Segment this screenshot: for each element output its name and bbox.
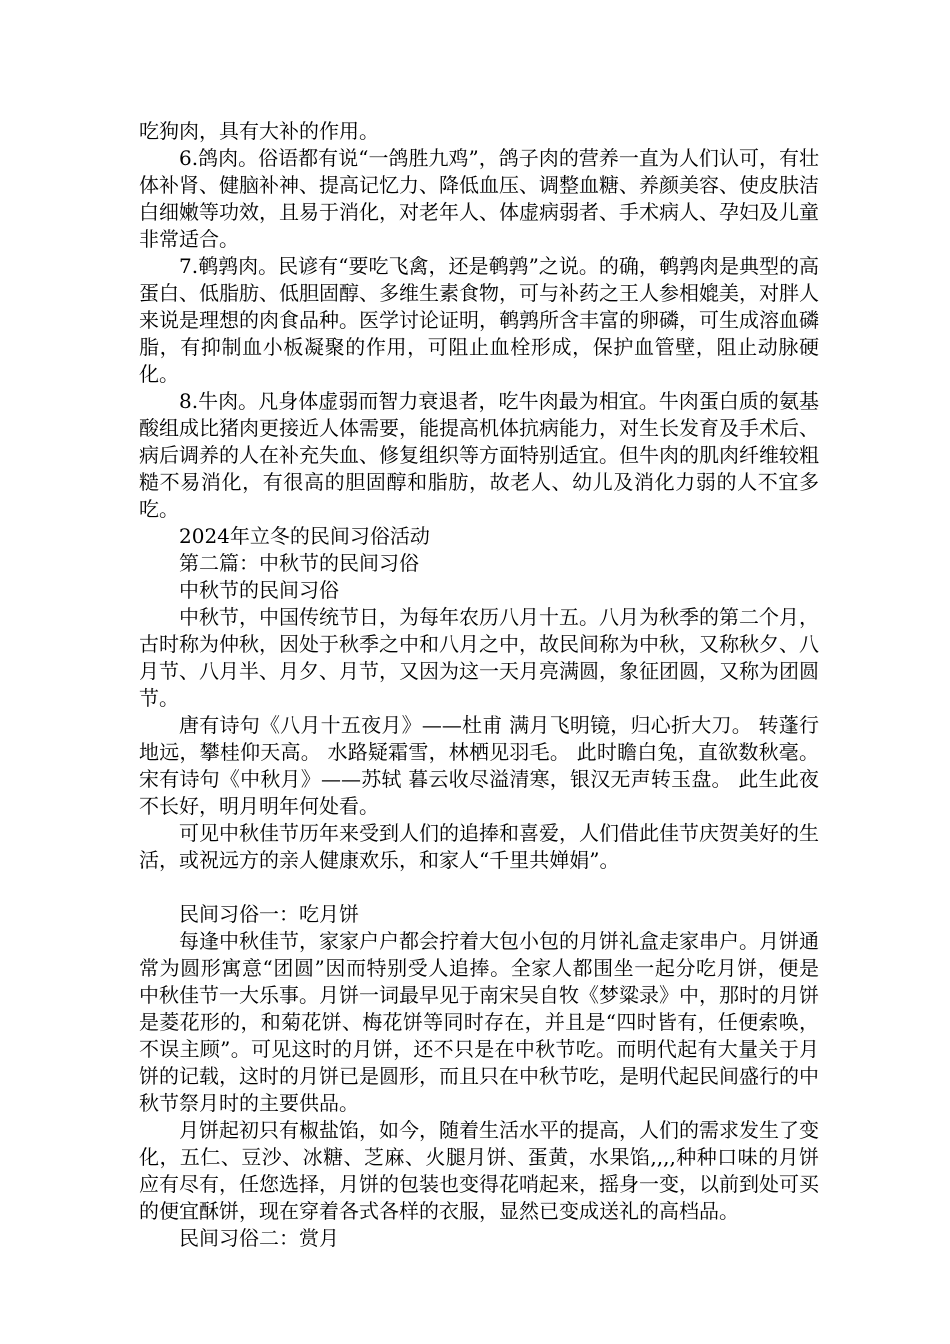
paragraph-1: 吃狗肉，具有大补的作用。 [139,119,379,143]
paragraph-beef: 8.牛肉。凡身体虚弱而智力衰退者，吃牛肉最为相宜。牛肉蛋白质的氨基酸组成比猪肉更接近人体需要，能提高机体抗病能力，对生长发育及手术后、病后调养的人在补充失血、修复组织等方面特别适宜。但牛肉的肌肉纤维较粗糙不易消化，有很高的胆固醇和脂肪，故老人、幼儿及消化力弱的人不宜多吃。 [139,389,819,521]
paragraph-pigeon: 6.鸽肉。俗语都有说“一鸽胜九鸡”，鸽子肉的营养一直为人们认可，有壮体补肾、健脑补神、提高记忆力、降低血压、调整血糖、养颜美容、使皮肤洁白细嫩等功效，且易于消化，对老年人、体虚病弱者、手术病人、孕妇及儿童非常适合。 [139,146,819,251]
paragraph-popularity: 可见中秋佳节历年来受到人们的追捧和喜爱，人们借此佳节庆贺美好的生活，或祝远方的亲人健康欢乐，和家人“千里共婵娟”。 [139,821,819,872]
paragraph-poems: 唐有诗句《八月十五夜月》——杜甫 满月飞明镜，归心折大刀。 转蓬行地远，攀桂仰天高。 水路疑霜雪，林栖见羽毛。 此时瞻白兔，直欲数秋毫。 宋有诗句《中秋月》——苏轼 暮云收尽溢清寒，银汉无声转玉盘。 此生此夜不长好，明月明年何处看。 [139,713,819,818]
paragraph-quail: 7.鹌鹑肉。民谚有“要吃飞禽，还是鹌鹑”之说。的确，鹌鹑肉是典型的高蛋白、低脂肪、低胆固醇、多维生素食物，可与补药之王人参相媲美，对胖人来说是理想的肉食品种。医学讨论证明，鹌鹑所含丰富的卵磷，可生成溶血磷脂，有抑制血小板凝聚的作用，可阻止血栓形成，保护血管壁，阻止动脉硬化。 [139,254,819,386]
paragraph-mooncake-history: 每逢中秋佳节，家家户户都会拧着大包小包的月饼礼盒走家串户。月饼通常为圆形寓意“团圆”因而特别受人追捧。全家人都围坐一起分吃月饼，便是中秋佳节一大乐事。月饼一词最早见于南宋吴自牧《梦粱录》中，那时的月饼是菱花形的，和菊花饼、梅花饼等同时存在，并且是“四时皆有，任便索唤，不误主顾”。可见这时的月饼，还不只是在中秋节吃。而明代起有大量关于月饼的记载，这时的月饼已是圆形，而且只在中秋节吃，是明代起民间盛行的中秋节祭月时的主要供品。 [139,929,819,1115]
paragraph-mid-autumn-intro: 中秋节，中国传统节日，为每年农历八月十五。八月为秋季的第二个月，古时称为仲秋，因处于秋季之中和八月之中，故民间称为中秋，又称秋夕、八月节、八月半、月夕、月节，又因为这一天月亮满圆，象征团圆，又称为团圆节。 [139,605,819,710]
heading-custom-one: 民间习俗一：吃月饼 [179,902,359,926]
document-page [139,118,819,1252]
heading-custom-two: 民间习俗二：赏月 [179,1226,339,1250]
blank-line [139,874,819,901]
heading-part-two: 第二篇：中秋节的民间习俗 [179,551,419,575]
paragraph-mooncake-flavors: 月饼起初只有椒盐馅，如今，随着生活水平的提高，人们的需求发生了变化，五仁、豆沙、冰糖、芝麻、火腿月饼、蛋黄，水果馅,,,,种种口味的月饼应有尽有，任您选择，月饼的包装也变得花哨起来，摇身一变，以前到处可买的便宜酥饼，现在穿着各式各样的衣服，显然已变成送礼的高档品。 [139,1118,819,1223]
heading-mid-autumn-customs: 中秋节的民间习俗 [179,578,339,602]
heading-winter-customs: 2024年立冬的民间习俗活动 [179,524,430,548]
